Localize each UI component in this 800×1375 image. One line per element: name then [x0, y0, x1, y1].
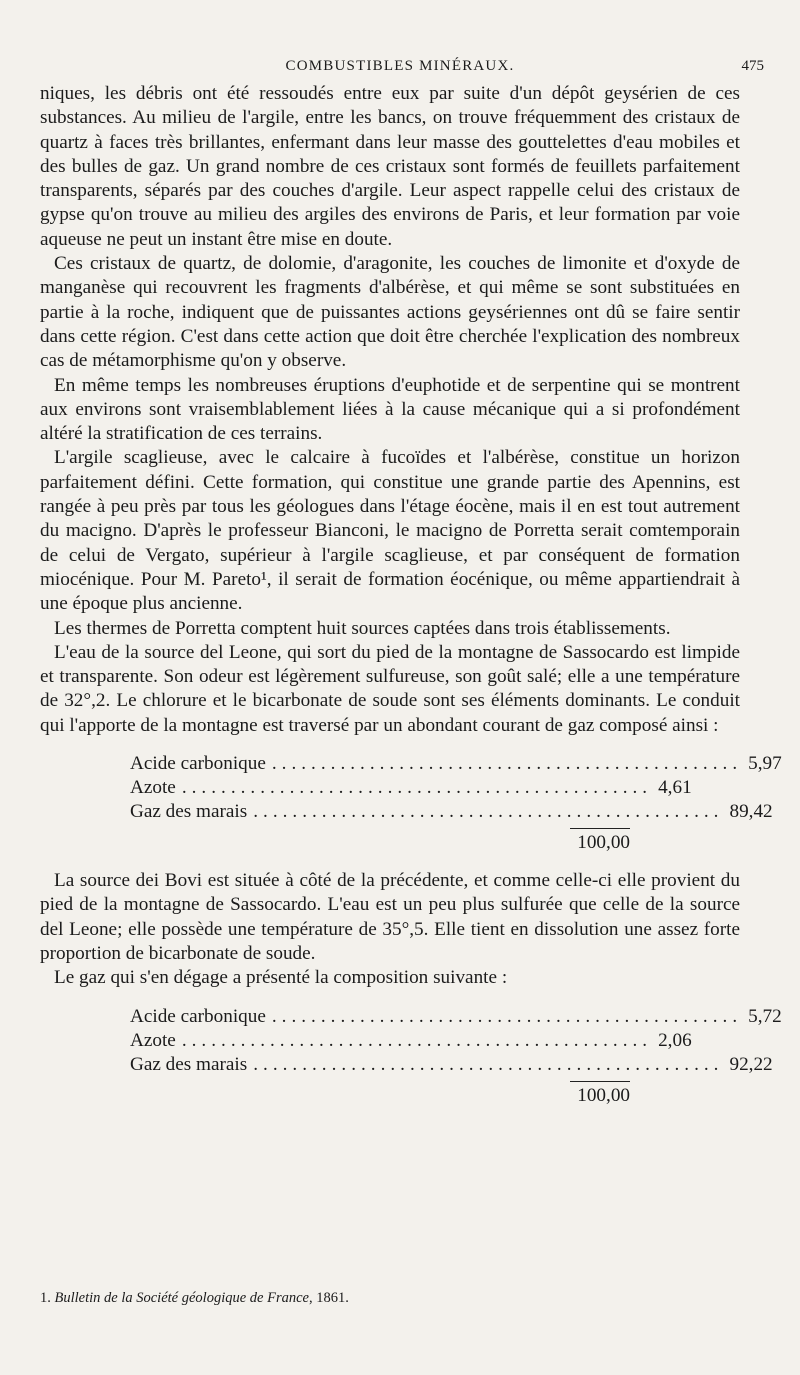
paragraph: Le gaz qui s'en dégage a présenté la composition suivante : [54, 967, 508, 989]
page-number: 475 [741, 58, 764, 74]
paragraph: En même temps les nombreuses éruptions d'euphotide et de serpentine qui se montrent aux environs sont vraisemblablement liées à la cause mécanique qui a si profondément altéré la stratification de ces terrains. [40, 374, 740, 445]
gas-name: Acide carbonique [130, 1005, 266, 1027]
gas-value: 5,97 [748, 753, 782, 775]
running-title: COMBUSTIBLES MINÉRAUX. [285, 58, 515, 74]
composition-total: 100,00 [577, 832, 630, 854]
leader-dots: ................................................ [271, 753, 743, 775]
paragraph: Ces cristaux de quartz, de dolomie, d'aragonite, les couches de limonite et d'oxyde de manganèse qui recouvrent les fragments d'albérèse, et qui même se sont substituées en partie à la roche, indiquent que de puissantes actions geysériennes ont dû se faire sentir dans cette région. C'est dans cette action que doit être cherchée l'explication des nombreux cas de métamorphisme qu'on y observe. [40, 253, 740, 372]
composition-row [130, 752, 782, 776]
page-header [30, 58, 770, 82]
footnote-marker: 1. [40, 1290, 51, 1306]
composition-row [130, 1053, 773, 1077]
gas-name: Azote [130, 1029, 176, 1051]
paragraph: Les thermes de Porretta comptent huit sources captées dans trois établissements. [54, 617, 671, 639]
leader-dots: ................................................ [181, 777, 653, 799]
gas-value: 4,61 [658, 777, 692, 799]
paragraph: L'argile scaglieuse, avec le calcaire à fucoïdes et l'albérèse, constitue un horizon parfaitement défini. Cette formation, qui constitue une grande partie des Apennins, est rangée à peu près par tous les géologues dans l'étage éocène, mais il en est tout autrement du macigno. D'après le professeur Bianconi, le macigno de Porretta serait comtemporain de celui de Vergato, supérieur à l'argile scaglieuse, et par conséquent de formation miocénique. Pour M. Pareto¹, il serait de formation éocénique, ou même appartiendrait à une époque plus ancienne. [40, 447, 740, 615]
leader-dots: ................................................ [253, 801, 724, 823]
body-text [40, 82, 782, 1122]
gas-name: Gaz des marais [130, 801, 248, 823]
leader-dots: ................................................ [253, 1053, 724, 1075]
footnote-source: Bulletin de la Société géologique de France [54, 1290, 309, 1306]
gas-name: Acide carbonique [130, 753, 266, 775]
paragraph: L'eau de la source del Leone, qui sort du pied de la montagne de Sassocardo est limpide et transparente. Son odeur est légèrement sulfureuse, son goût salé; elle a une température de 32°,2. Le chlorure et le bicarbonate de soude sont ses éléments dominants. Le conduit qui l'apporte de la montagne est traversé par un abondant courant de gaz composé ainsi : [40, 641, 740, 736]
gas-composition-table-leone [130, 752, 782, 857]
leader-dots: ................................................ [271, 1005, 743, 1027]
leader-dots: ................................................ [181, 1029, 653, 1051]
composition-row [130, 1029, 692, 1053]
gas-value: 89,42 [729, 801, 773, 823]
gas-composition-table-bovi [130, 1005, 782, 1110]
composition-total: 100,00 [577, 1084, 630, 1106]
paragraph: niques, les débris ont été ressoudés entre eux par suite d'un dépôt geysérien de ces substances. Au milieu de l'argile, entre les bancs, on trouve fréquemment des cristaux de quartz à faces très brillantes, enfermant dans leur masse des gouttelettes d'eau mobiles et des bulles de gaz. Un grand nombre de ces cristaux sont formés de feuillets parfaitement transparents, séparés par des couches d'argile. Leur aspect rappelle celui des cristaux de gypse qu'on trouve au milieu des argiles des environs de Paris, et leur formation par voie aqueuse ne peut un instant être mise en doute. [40, 83, 740, 250]
gas-name: Azote [130, 777, 176, 799]
composition-row [130, 800, 773, 824]
composition-row [130, 776, 692, 800]
gas-value: 5,72 [748, 1005, 782, 1027]
gas-value: 92,22 [729, 1053, 773, 1075]
footnote [40, 1290, 349, 1307]
paragraph: La source dei Bovi est située à côté de la précédente, et comme celle-ci elle provient du pied de la montagne de Sassocardo. L'eau est un peu plus sulfurée que celle de la source del Leone; elle possède une température de 35°,5. Elle tient en dissolution une assez forte proportion de bicarbonate de soude. [40, 870, 740, 964]
footnote-year: , 1861. [308, 1290, 349, 1306]
gas-value: 2,06 [658, 1029, 692, 1051]
composition-row [130, 1005, 782, 1029]
gas-name: Gaz des marais [130, 1053, 248, 1075]
